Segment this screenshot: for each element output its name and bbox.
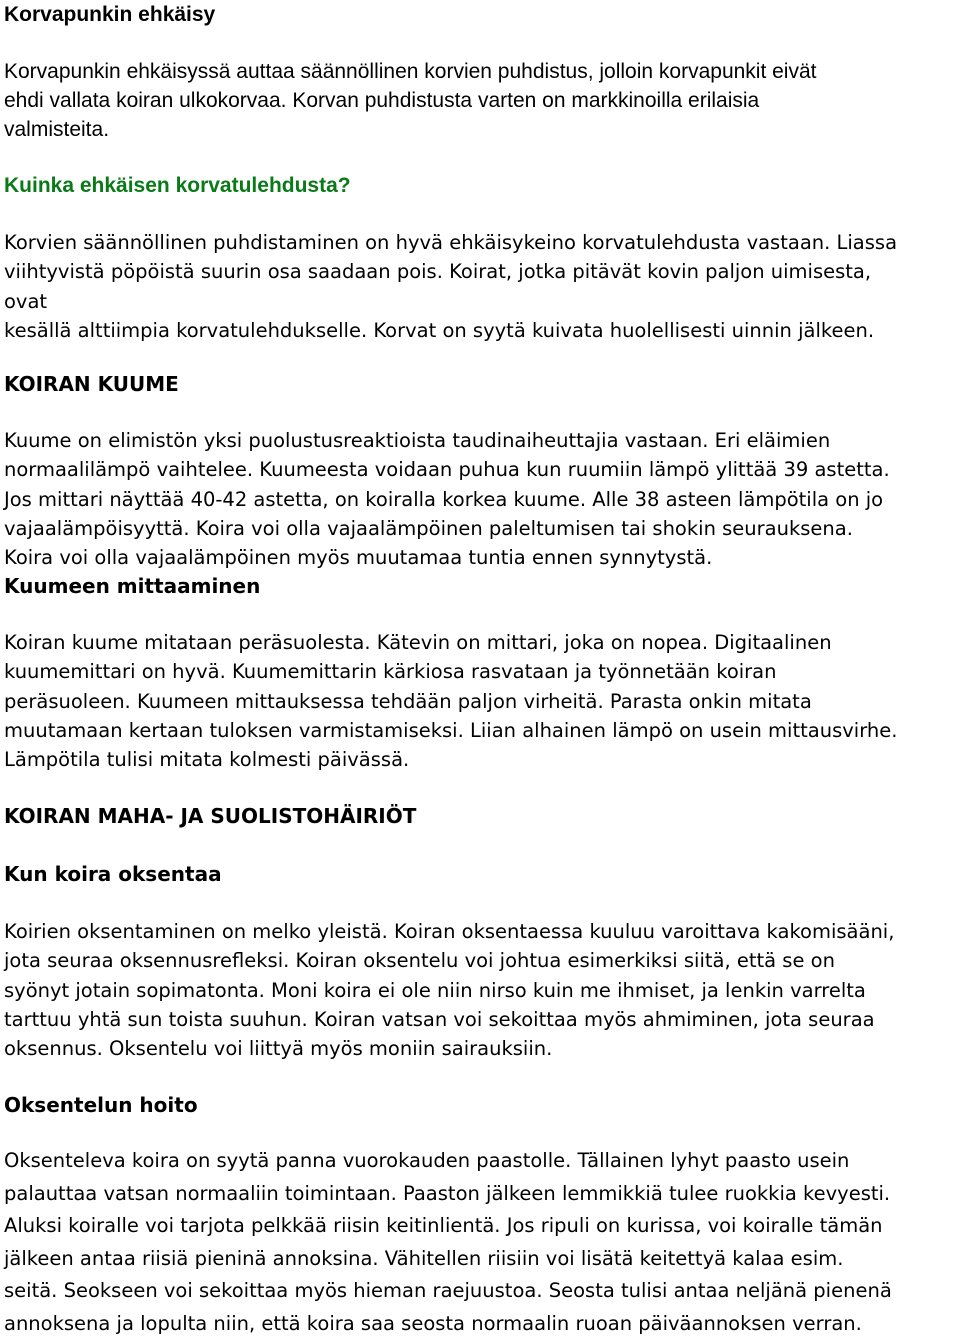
paragraph-vomiting xyxy=(4,917,894,1063)
text-line: seitä. Seokseen voi sekoittaa myös hieman raejuustoa. Seosta tulisi antaa neljänä pienenä xyxy=(4,1275,892,1308)
text-line: vajaalämpöisyyttä. Koira voi olla vajaalämpöinen paleltumisen tai shokin seurauksena. xyxy=(4,514,890,543)
text-line: muutamaan kertaan tuloksen varmistamiseksi. Liian alhainen lämpö on usein mittausvirhe. xyxy=(4,716,897,745)
text-line: peräsuoleen. Kuumeen mittauksessa tehdään paljon virheitä. Parasta onkin mitata xyxy=(4,687,897,716)
text-line: Korvien säännöllinen puhdistaminen on hyvä ehkäisykeino korvatulehdusta vastaan. Liassa xyxy=(4,228,897,257)
text-line: Aluksi koiralle voi tarjota pelkkää riisin keitinlientä. Jos ripuli on kurissa, voi koiralle tämän xyxy=(4,1210,892,1243)
heading-vomiting-care: Oksentelun hoito xyxy=(4,1091,198,1120)
text-line: kuumemittari on hyvä. Kuumemittarin kärkiosa rasvataan ja työnnetään koiran xyxy=(4,657,897,686)
text-line: Lämpötila tulisi mitata kolmesti päivässä. xyxy=(4,745,897,774)
heading-gi-disorders: KOIRAN MAHA- JA SUOLISTOHÄIRIÖT xyxy=(4,802,416,831)
text-line: ehdi vallata koiran ulkokorvaa. Korvan puhdistusta varten on markkinoilla erilaisia xyxy=(4,86,817,115)
paragraph-vomiting-care xyxy=(4,1145,892,1340)
heading-vomiting: Kun koira oksentaa xyxy=(4,860,222,889)
text-line: oksennus. Oksentelu voi liittyä myös moniin sairauksiin. xyxy=(4,1034,894,1063)
text-line: Koiran kuume mitataan peräsuolesta. Kätevin on mittari, joka on nopea. Digitaalinen xyxy=(4,628,897,657)
heading-fever: KOIRAN KUUME xyxy=(4,370,179,399)
text-line: valmisteita. xyxy=(4,115,817,144)
text-line: ovat xyxy=(4,287,897,316)
text-line: Kuume on elimistön yksi puolustusreaktioista taudinaiheuttajia vastaan. Eri eläimien xyxy=(4,426,890,455)
paragraph-ear-mites xyxy=(4,57,817,144)
text-line: Jos mittari näyttää 40-42 astetta, on koiralla korkea kuume. Alle 38 asteen lämpötila on jo xyxy=(4,485,890,514)
text-line: normaalilämpö vaihtelee. Kuumeesta voidaan puhua kun ruumiin lämpö ylittää 39 astetta. xyxy=(4,455,890,484)
text-line: Koira voi olla vajaalämpöinen myös muutamaa tuntia ennen synnytystä. xyxy=(4,543,890,572)
text-line: palauttaa vatsan normaaliin toimintaan. Paaston jälkeen lemmikkiä tulee ruokkia kevyesti. xyxy=(4,1178,892,1211)
heading-otitis: Kuinka ehkäisen korvatulehdusta? xyxy=(4,171,351,200)
paragraph-otitis xyxy=(4,228,897,345)
text-line: Koirien oksentaminen on melko yleistä. Koiran oksentaessa kuuluu varoittava kakomisääni, xyxy=(4,917,894,946)
heading-ear-mites: Korvapunkin ehkäisy xyxy=(4,0,215,29)
paragraph-fever-measuring xyxy=(4,628,897,774)
text-line: kesällä alttiimpia korvatulehdukselle. Korvat on syytä kuivata huolellisesti uinnin jälkeen. xyxy=(4,316,897,345)
text-line: viihtyvistä pöpöistä suurin osa saadaan pois. Koirat, jotka pitävät kovin paljon uimisesta, xyxy=(4,257,897,286)
text-line: tarttuu yhtä sun toista suuhun. Koiran vatsan voi sekoittaa myös ahmiminen, jota seuraa xyxy=(4,1005,894,1034)
text-line: jota seuraa oksennusrefleksi. Koiran oksentelu voi johtua esimerkiksi siitä, että se on xyxy=(4,946,894,975)
text-line: annoksena ja lopulta niin, että koira saa seosta normaalin ruoan päiväannoksen verran. xyxy=(4,1308,892,1340)
paragraph-fever xyxy=(4,426,890,572)
text-line: jälkeen antaa riisiä pieninä annoksina. Vähitellen riisiin voi lisätä keitettyä kalaa esim. xyxy=(4,1243,892,1276)
heading-fever-measuring: Kuumeen mittaaminen xyxy=(4,572,260,601)
text-line: Korvapunkin ehkäisyssä auttaa säännöllinen korvien puhdistus, jolloin korvapunkit eivät xyxy=(4,57,817,86)
text-line: Oksenteleva koira on syytä panna vuorokauden paastolle. Tällainen lyhyt paasto usein xyxy=(4,1145,892,1178)
text-line: syönyt jotain sopimatonta. Moni koira ei ole niin nirso kuin me ihmiset, ja lenkin varrelta xyxy=(4,976,894,1005)
